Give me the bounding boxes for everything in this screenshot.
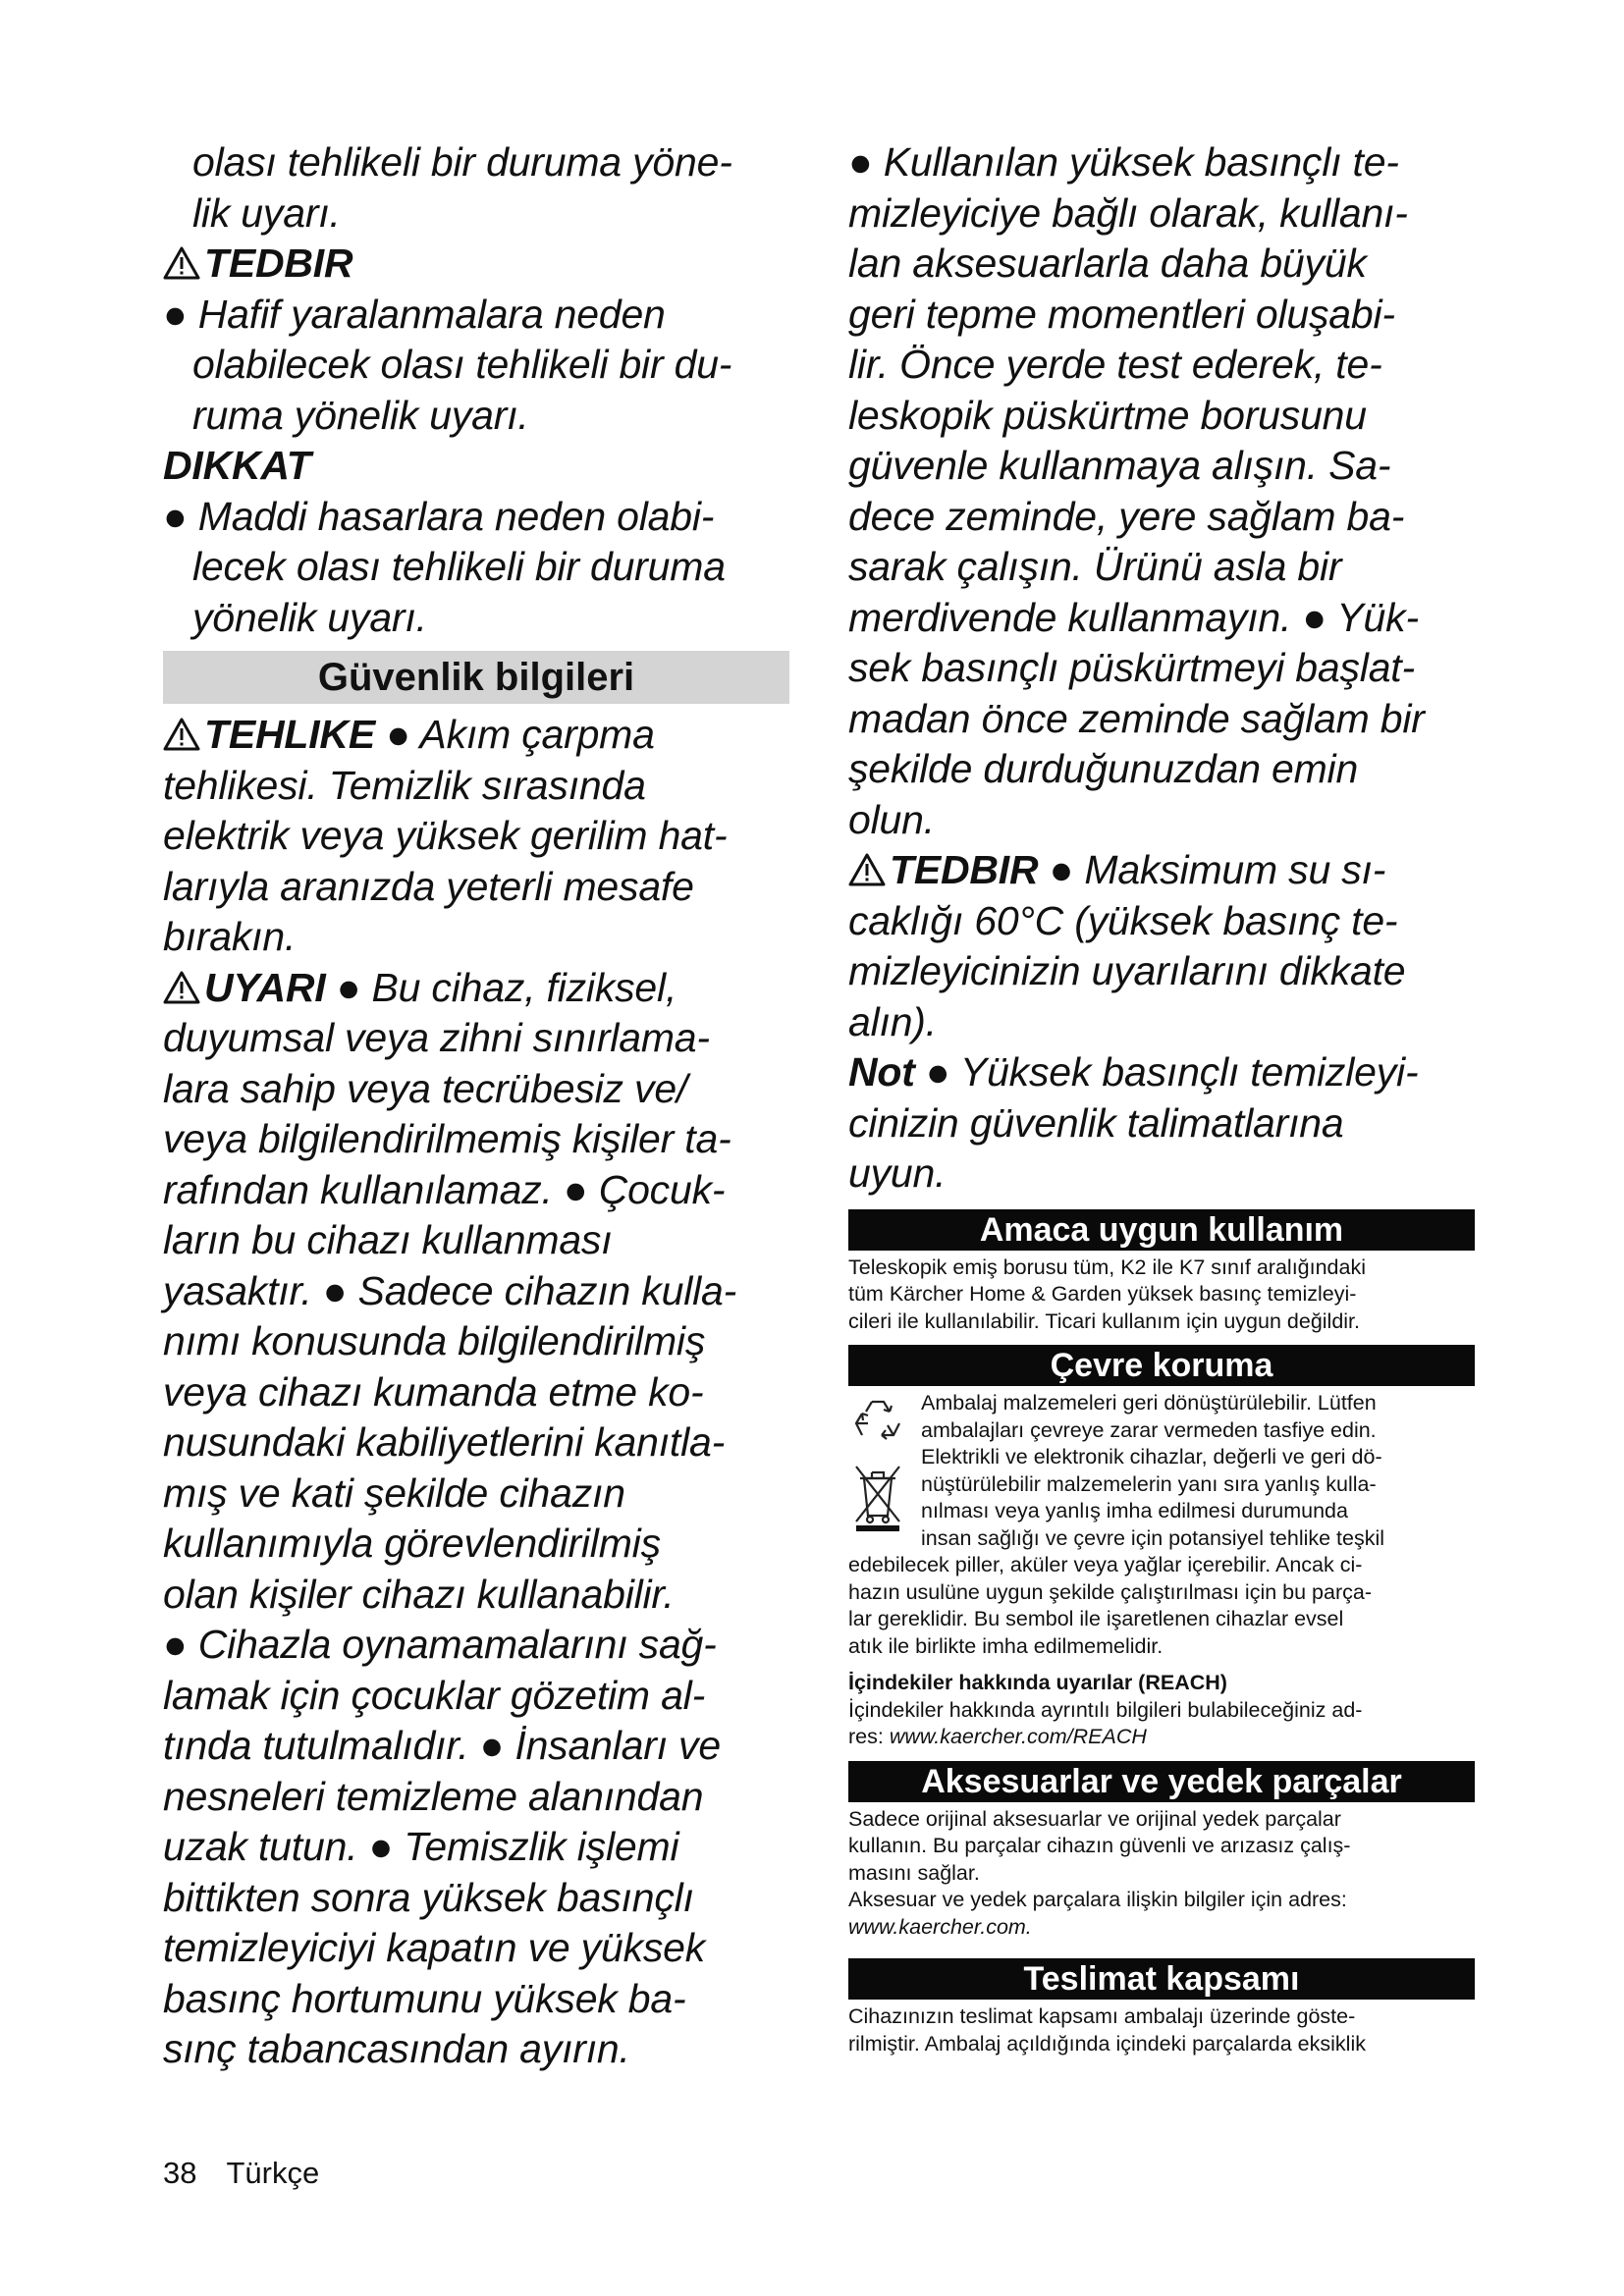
uyari-line: duyumsal veya zihni sınırlama- <box>163 1015 710 1060</box>
uyari-line: rafından kullanılamaz. ● Çocuk- <box>163 1166 726 1212</box>
tedbir-line: olabilecek olası tehlikeli bir du- <box>192 342 732 387</box>
uyari-line: basınç hortumunu yüksek ba- <box>163 1975 686 2021</box>
warning-triangle-icon <box>163 246 200 280</box>
crossed-bin-icon <box>850 1463 905 1533</box>
dikkat-line: yönelik uyarı. <box>192 594 427 640</box>
right-top-line: madan önce zeminde sağlam bir <box>848 695 1425 741</box>
cevre-line: nılması veya yanlış imha edilmesi durumunda <box>921 1499 1348 1522</box>
right-top-line: olun. <box>848 796 935 842</box>
uyari-line: lara sahip veya tecrübesiz ve/ <box>163 1065 688 1111</box>
tedbir-line: ● Hafif yaralanmalara neden <box>163 291 666 337</box>
uyari-line: veya bilgilendirilmemiş kişiler ta- <box>163 1116 731 1161</box>
right-tedbir-first-line: TEDBIR ● Maksimum su sı- <box>848 845 1475 896</box>
reach-link[interactable]: www.kaercher.com/REACH <box>889 1725 1147 1748</box>
right-column <box>848 137 1475 2057</box>
aksesuar-line: masını sağlar. <box>848 1860 980 1885</box>
warning-triangle-icon <box>163 971 200 1004</box>
cevre-line: lar gereklidir. Bu sembol ile işaretlenen cihazlar evsel <box>848 1607 1344 1630</box>
cevre-heading: Çevre koruma <box>848 1345 1475 1386</box>
right-top-line: leskopik püskürtme borusunu <box>848 392 1367 438</box>
uyari-line: veya cihazı kumanda etme ko- <box>163 1368 704 1415</box>
teslimat-line: Cihazınızın teslimat kapsamı ambalajı üzerinde göste- <box>848 2004 1356 2028</box>
reach-line: İçindekiler hakkında ayrıntılı bilgileri bulabileceğiniz ad- <box>848 1697 1363 1722</box>
warning-triangle-icon <box>848 853 886 886</box>
cevre-line: edebilecek piller, aküler veya yağlar içerebilir. Ancak ci- <box>848 1553 1363 1576</box>
warning-triangle-icon <box>163 718 200 751</box>
uyari-line: nusundaki kabiliyetlerini kanıtla- <box>163 1419 726 1465</box>
tehlike-first-line: TEHLIKE ● Akım çarpma <box>163 710 789 761</box>
tedbir-line: ruma yönelik uyarı. <box>192 392 529 438</box>
tehlike-line: elektrik veya yüksek gerilim hat- <box>163 813 728 858</box>
aksesuar-line: Aksesuar ve yedek parçalara ilişkin bilgiler için adres: <box>848 1888 1347 1911</box>
right-tedbir-line: mizleyicinizin uyarılarını dikkate <box>848 948 1406 993</box>
right-top-line: geri tepme momentleri oluşabi- <box>848 291 1395 337</box>
tehlike-line: larıyla aranızda yeterli mesafe <box>163 863 694 909</box>
uyari-line: olan kişiler cihazı kullanabilir. <box>163 1571 675 1617</box>
right-top-line: sek basınçlı püskürtmeyi başlat- <box>848 645 1415 690</box>
amaca-line: cileri ile kullanılabilir. Ticari kullanım için uygun değildir. <box>848 1308 1361 1333</box>
uyari-line: bittikten sonra yüksek basınçlı <box>163 1874 694 1920</box>
page-number: 38 <box>163 2156 197 2190</box>
tedbir-title: TEDBIR <box>163 239 789 290</box>
uyari-line: mış ve kati şekilde cihazın <box>163 1469 625 1516</box>
uyari-first-line: UYARI ● Bu cihaz, fiziksel, <box>163 963 789 1014</box>
aksesuar-line: Sadece orijinal aksesuarlar ve orijinal yedek parçalar <box>848 1806 1341 1831</box>
uyari-line: sınç tabancasından ayırın. <box>163 2026 630 2071</box>
amaca-line: Teleskopik emiş borusu tüm, K2 ile K7 sınıf aralığındaki <box>848 1255 1367 1279</box>
right-top-line: merdivende kullanmayın. ● Yük- <box>848 594 1419 640</box>
page-language: Türkçe <box>226 2156 320 2190</box>
uyari-line: tında tutulmalıdır. ● İnsanları ve <box>163 1723 721 1768</box>
right-top-line: dece zeminde, yere sağlam ba- <box>848 493 1405 539</box>
safety-heading: Güvenlik bilgileri <box>163 651 789 704</box>
uyari-line: uzak tutun. ● Temiszlik işlemi <box>163 1824 679 1869</box>
right-top-line: lan aksesuarlarla daha büyük <box>848 240 1367 286</box>
intro-line: lik uyarı. <box>192 189 341 236</box>
tehlike-line: bırakın. <box>163 914 297 959</box>
aksesuar-line: kullanın. Bu parçalar cihazın güvenli ve arızasız çalış- <box>848 1834 1351 1857</box>
teslimat-heading: Teslimat kapsamı <box>848 1958 1475 2000</box>
recycle-icon <box>848 1394 907 1453</box>
uyari-line: lamak için çocuklar gözetim al- <box>163 1672 706 1718</box>
cevre-icon-block <box>848 1390 1475 1552</box>
dikkat-line: lecek olası tehlikeli bir duruma <box>192 544 726 589</box>
amaca-line: tüm Kärcher Home & Garden yüksek basınç temizleyi- <box>848 1282 1357 1306</box>
aksesuar-url-line <box>848 1914 1475 1942</box>
teslimat-line: rilmiştir. Ambalaj açıldığında içindeki parçalarda eksiklik <box>848 2031 1366 2056</box>
dikkat-title: DIKKAT <box>163 443 311 488</box>
right-top-line: güvenle kullanmaya alışın. Sa- <box>848 443 1391 488</box>
right-top-line: lir. Önce yerde test ederek, te- <box>848 342 1382 387</box>
kaercher-link[interactable]: www.kaercher.com. <box>848 1914 1032 1939</box>
cevre-line: Elektrikli ve elektronik cihazlar, değerli ve geri dö- <box>921 1445 1382 1468</box>
amaca-heading: Amaca uygun kullanım <box>848 1209 1475 1251</box>
cevre-line: nüştürülebilir malzemelerin yanı sıra yanlış kulla- <box>921 1471 1377 1496</box>
reach-url-line: res: www.kaercher.com/REACH <box>848 1725 1147 1748</box>
cevre-line: atık ile birlikte imha edilmemelidir. <box>848 1633 1164 1658</box>
right-top-line: şekilde durduğunuzdan emin <box>848 746 1359 791</box>
right-top-line: mizleyiciye bağlı olarak, kullanı- <box>848 189 1408 236</box>
uyari-line: yasaktır. ● Sadece cihazın kulla- <box>163 1267 737 1313</box>
uyari-line: temizleyiciyi kapatın ve yüksek <box>163 1925 706 1970</box>
not-line: cinizin güvenlik talimatlarına <box>848 1099 1344 1146</box>
not-line: uyun. <box>848 1150 947 1196</box>
aksesuar-heading: Aksesuarlar ve yedek parçalar <box>848 1761 1475 1802</box>
uyari-line: ların bu cihazı kullanması <box>163 1217 613 1262</box>
uyari-line: kullanımıyla görevlendirilmiş <box>163 1521 661 1566</box>
page-footer <box>163 2156 349 2191</box>
left-column <box>163 137 789 2075</box>
cevre-line: hazın usulüne uygun şekilde çalıştırılması için bu parça- <box>848 1579 1372 1604</box>
right-top-line: ● Kullanılan yüksek basınçlı te- <box>848 139 1399 185</box>
right-tedbir-line: alın). <box>848 998 937 1044</box>
cevre-line: ambalajları çevreye zarar vermeden tasfiye edin. <box>921 1417 1377 1442</box>
dikkat-line: ● Maddi hasarlara neden olabi- <box>163 493 715 539</box>
cevre-line: insan sağlığı ve çevre için potansiyel tehlike teşkil <box>921 1525 1385 1550</box>
cevre-line: Ambalaj malzemeleri geri dönüştürülebilir. Lütfen <box>921 1391 1377 1415</box>
uyari-line: nesneleri temizleme alanından <box>163 1773 704 1819</box>
uyari-line: ● Cihazla oynamamalarını sağ- <box>163 1622 717 1667</box>
tehlike-line: tehlikesi. Temizlik sırasında <box>163 762 646 808</box>
uyari-line: nımı konusunda bilgilendirilmiş <box>163 1318 706 1363</box>
right-top-line: sarak çalışın. Ürünü asla bir <box>848 544 1342 589</box>
intro-line: olası tehlikeli bir duruma yöne- <box>192 139 732 185</box>
reach-title: İçindekiler hakkında uyarılar (REACH) <box>848 1671 1227 1694</box>
not-first-line: Not ● Yüksek basınçlı temizleyi- <box>848 1049 1419 1095</box>
right-tedbir-line: caklığı 60°C (yüksek basınç te- <box>848 897 1398 943</box>
